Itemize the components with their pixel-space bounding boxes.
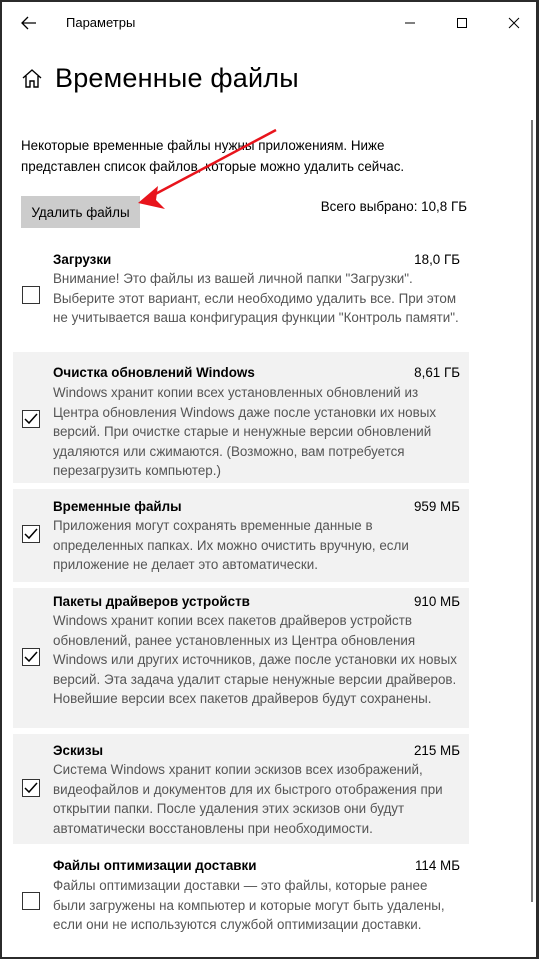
item-description: Файлы оптимизации доставки — это файлы, которые ранее были загружены на компьютер и которые могут быть удалены, если они не используются службой оптимизации доставки. [53, 878, 445, 932]
checkbox-windows-update-cleanup[interactable] [22, 410, 40, 428]
checkmark-icon [24, 528, 38, 540]
checkmark-icon [24, 651, 38, 663]
item-size: 910 МБ [413, 594, 460, 609]
list-item-delivery-optimization[interactable] [13, 852, 469, 952]
list-item-windows-update-cleanup[interactable] [13, 352, 469, 483]
minimize-icon [404, 17, 416, 29]
list-item-driver-packages[interactable] [13, 588, 469, 728]
item-size: 215 МБ [413, 743, 460, 758]
item-size: 18,0 ГБ [414, 252, 460, 267]
list-item-downloads[interactable] [13, 248, 469, 346]
list-item-temp-files[interactable] [13, 489, 469, 582]
checkbox-downloads[interactable] [22, 286, 40, 304]
checkbox-driver-packages[interactable] [22, 648, 40, 666]
close-button[interactable] [491, 8, 536, 38]
home-icon[interactable] [21, 68, 43, 90]
page-description: Некоторые временные файлы нужны приложениям. Ниже представлен список файлов, которые можно удалить сейчас. [21, 138, 405, 174]
item-description: Windows хранит копии всех установленных обновлений из Центра обновления Windows даже после установки их новых версий. При очистке старые и ненужные версии обновлений удаляются или сжимаются. (Возможно, вам потребуется перезагрузить компьютер.) [53, 385, 437, 478]
page-title: Временные файлы [55, 63, 299, 93]
item-title: Файлы оптимизации доставки [53, 858, 257, 873]
back-button[interactable] [12, 10, 46, 36]
list-item-thumbnails[interactable] [13, 734, 469, 844]
item-title: Временные файлы [53, 499, 182, 514]
close-icon [508, 17, 520, 29]
back-arrow-icon [21, 16, 37, 30]
checkbox-delivery-optimization[interactable] [22, 892, 40, 910]
checkbox-thumbnails[interactable] [22, 779, 40, 797]
item-size: 959 МБ [413, 499, 460, 514]
maximize-button[interactable] [439, 8, 485, 38]
title-bar [2, 2, 536, 44]
item-description: Приложения могут сохранять временные данные в определенных папках. Их можно очистить вручную, если приложение не делает это автоматически. [53, 518, 409, 572]
item-size: 8,61 ГБ [414, 365, 460, 380]
checkmark-icon [24, 413, 38, 425]
total-selected: Всего выбрано: 10,8 ГБ [320, 199, 467, 214]
checkmark-icon [24, 782, 38, 794]
checkbox-temp-files[interactable] [22, 525, 40, 543]
item-size: 114 МБ [414, 858, 460, 873]
settings-window [2, 2, 536, 957]
item-title: Эскизы [53, 743, 103, 758]
delete-files-button[interactable]: Удалить файлы [21, 196, 140, 228]
item-title: Пакеты драйверов устройств [53, 594, 250, 609]
minimize-button[interactable] [387, 8, 433, 38]
maximize-icon [456, 17, 468, 29]
item-description: Система Windows хранит копии эскизов всех изображений, видеофайлов и документов для их быстрого отображения при открытии папки. После удаления этих эскизов они будут автоматически восстановлены при необходимости. [53, 762, 443, 836]
app-title: Параметры [66, 15, 136, 30]
item-description: Внимание! Это файлы из вашей личной папки "Загрузки". Выберите этот вариант, если необходимо удалить все. При этом не учитывается ваша конфигурация функции "Контроль памяти". [53, 271, 459, 325]
item-description: Windows хранит копии всех пакетов драйверов устройств обновлений, ранее установленных из Центра обновления Windows или других источников, даже после установки их новых версий. Эта задача удалит старые ненужные версии драйверов. Новейшие версии всех пакетов драйверов будут сохранены. [53, 613, 457, 706]
item-title: Загрузки [53, 252, 112, 267]
item-title: Очистка обновлений Windows [53, 365, 255, 380]
scrollbar-thumb[interactable] [531, 120, 533, 902]
